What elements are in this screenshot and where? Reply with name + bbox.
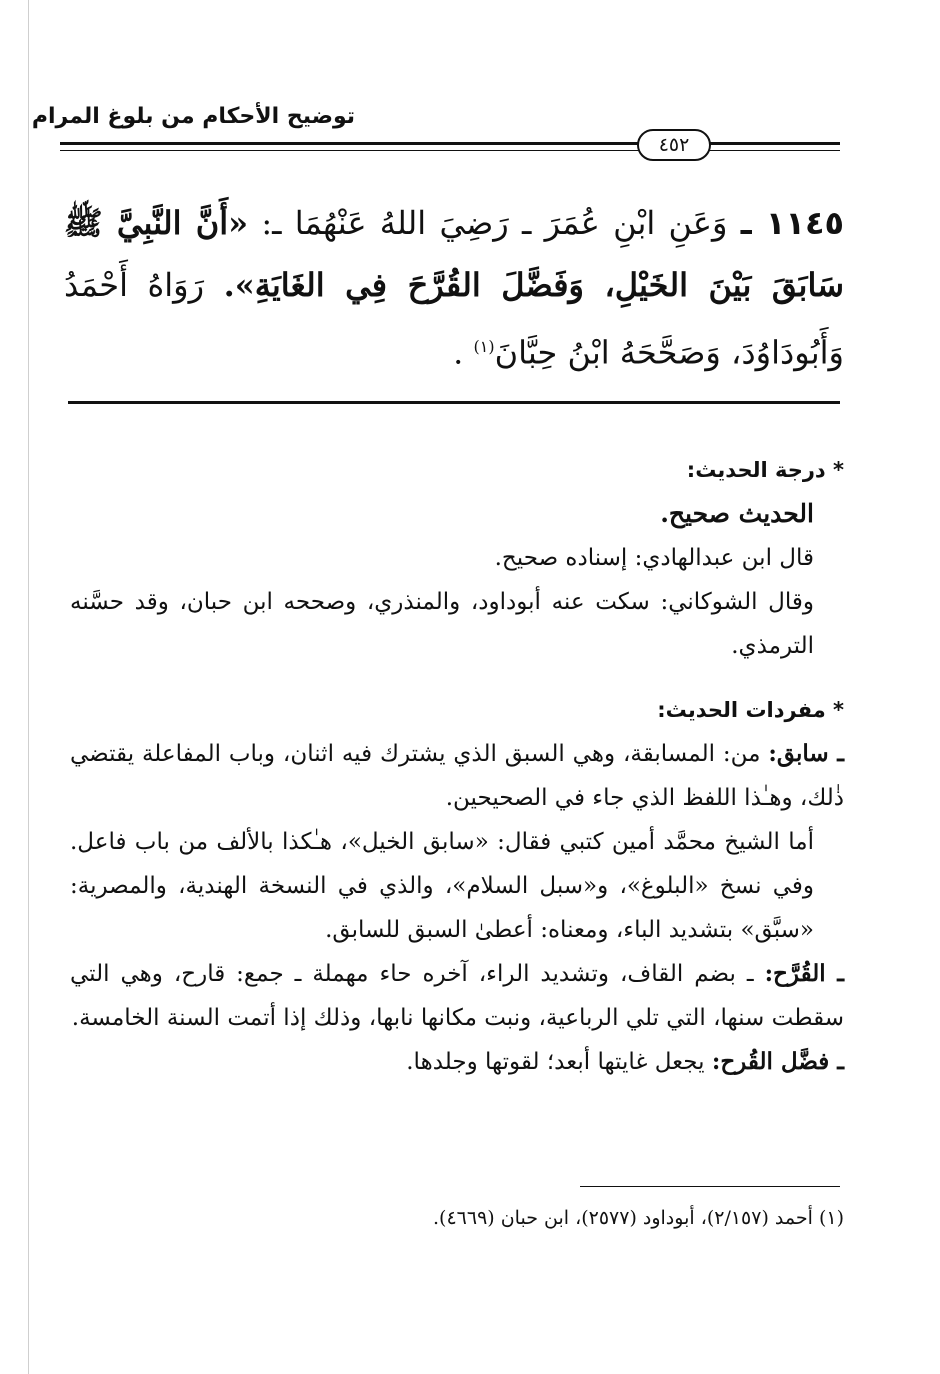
vocab-text-2: ـ بضم القاف، وتشديد الراء، آخره حاء مهملة ـ جمع: قارح، وهي التي سقطت سنها، التي تلي الرباعية، ونبت مكانها نابها، وذلك إذا أتمت السنة الخامسة. bbox=[70, 961, 844, 1031]
vocab-section bbox=[70, 688, 844, 1084]
vocab-term-1: ـ سابق: bbox=[768, 740, 844, 767]
vocab-heading: * مفردات الحديث: bbox=[657, 698, 844, 722]
hadith-end: . bbox=[453, 333, 464, 372]
vocab-term-3: ـ فضَّل القُرح: bbox=[711, 1048, 844, 1075]
section-divider bbox=[68, 401, 840, 404]
hadith-text bbox=[64, 192, 844, 384]
grade-section bbox=[70, 448, 844, 668]
grade-line-2: وقال الشوكاني: سكت عنه أبوداود، والمنذري، وصححه ابن حبان، وقد حسَّنه الترمذي. bbox=[70, 589, 814, 659]
hadith-source: رَوَاهُ أَحْمَدُ وَأَبُودَاوُدَ، وَصَحَّحَهُ ابْنُ حِبَّانَ bbox=[64, 266, 844, 372]
page-number: ٤٥٢ bbox=[637, 129, 711, 161]
grade-verdict: الحديث صحيح. bbox=[660, 499, 814, 528]
vocab-text-3: يجعل غايتها أبعد؛ لقوتها وجلدها. bbox=[406, 1049, 705, 1075]
vocab-term-2: ـ القُرَّح: bbox=[764, 960, 845, 987]
footnote-rule bbox=[580, 1186, 840, 1187]
hadith-quote: «أَنَّ النَّبِيَّ ﷺ سَابَقَ بَيْنَ الخَيْلِ، وَفَضَّلَ القُرَّحَ فِي الغَايَةِ». bbox=[64, 204, 845, 304]
grade-heading: * درجة الحديث: bbox=[686, 458, 844, 482]
page-margin-line bbox=[28, 0, 29, 1374]
vocab-text-1: من: المسابقة، وهي السبق الذي يشترك فيه اثنان، وباب المفاعلة يقتضي ذٰلك، وهـٰذا اللفظ الذي جاء في الصحيحين. bbox=[70, 741, 844, 811]
hadith-intro: وَعَنِ ابْنِ عُمَرَ ـ رَضِيَ اللهُ عَنْهُمَا ـ: bbox=[261, 204, 728, 242]
vocab-item-2 bbox=[70, 952, 844, 1040]
vocab-note-1: أما الشيخ محمَّد أمين كتبي فقال: «سابق الخيل»، هـٰكذا بالألف من باب فاعل. وفي نسخ «البلوغ»، و«سبل السلام»، والذي في النسخة الهندية، والمصرية: «سبَّق» بتشديد الباء، ومعناه: أعطىٰ السبق للسابق. bbox=[70, 829, 814, 943]
hadith-number: ١١٤٥ ـ bbox=[740, 204, 845, 242]
grade-line-1: قال ابن عبدالهادي: إسناده صحيح. bbox=[494, 545, 814, 571]
footnote-ref: (١) bbox=[473, 337, 495, 356]
header-rule-thin bbox=[60, 150, 840, 151]
book-title: توضيح الأحكام من بلوغ المرام bbox=[31, 104, 355, 129]
footnote: (١) أحمد (٢/١٥٧)، أبوداود (٢٥٧٧)، ابن حبان (٤٦٦٩). bbox=[433, 1207, 844, 1229]
vocab-item-1 bbox=[70, 732, 844, 820]
vocab-item-3 bbox=[70, 1040, 844, 1084]
header-rule bbox=[60, 142, 840, 145]
